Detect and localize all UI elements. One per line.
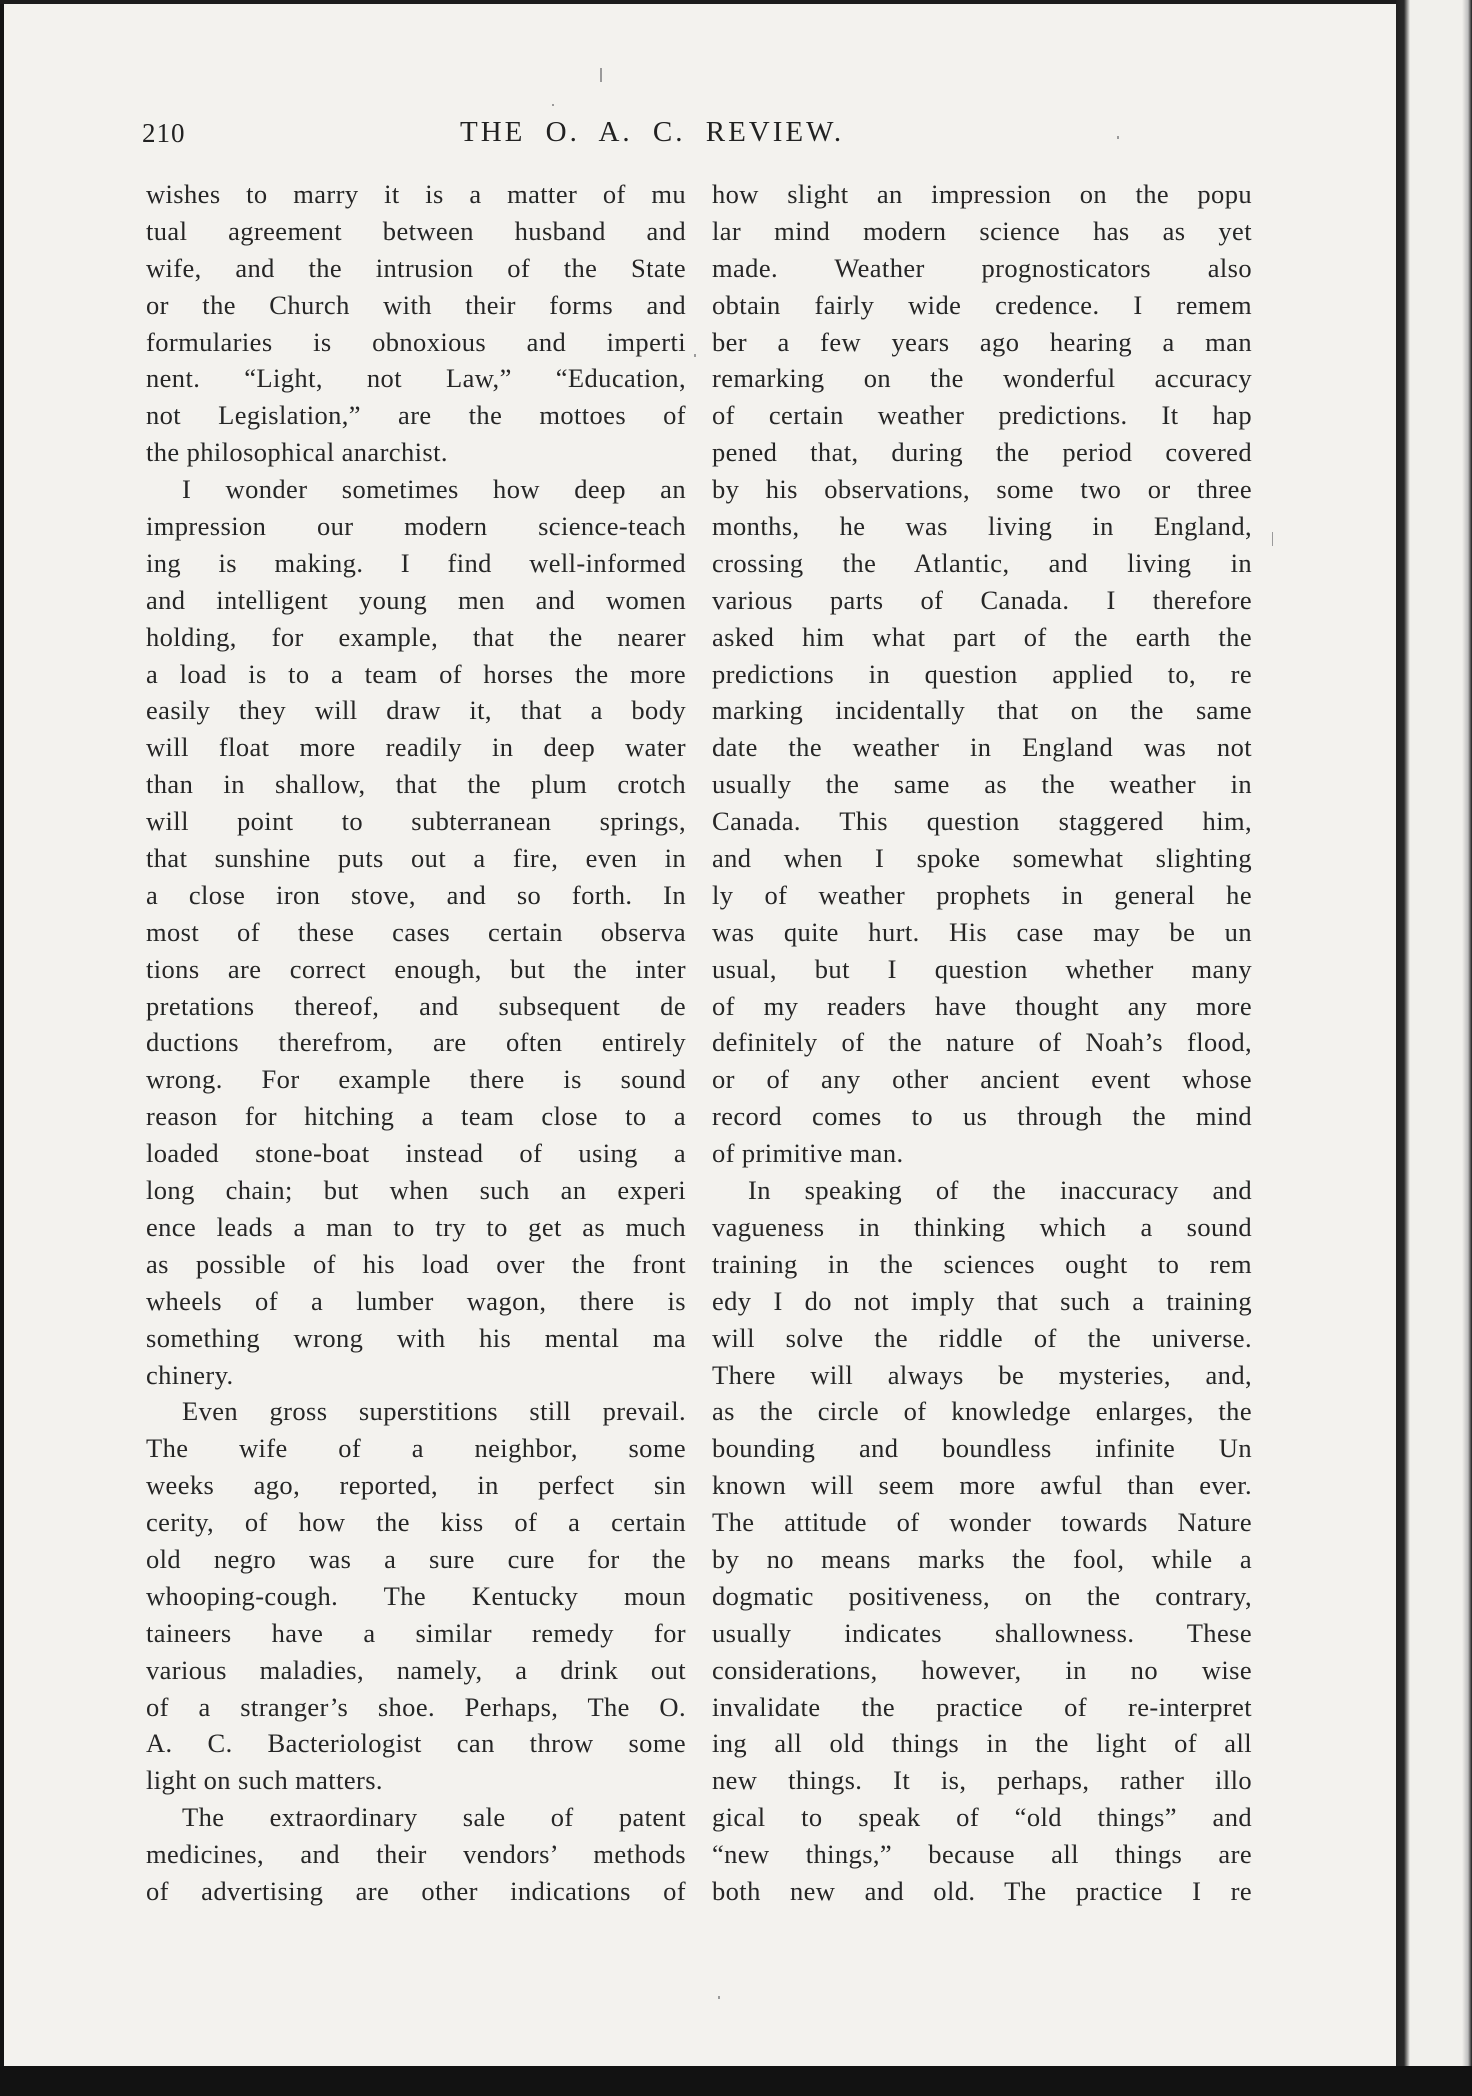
text-line: considerations, however, in no wise bbox=[712, 1654, 1252, 1685]
text-line: usually indicates shallowness. These bbox=[712, 1617, 1252, 1648]
text-line: and intelligent young men and women bbox=[146, 584, 686, 615]
text-line: of advertising are other indications of bbox=[146, 1875, 686, 1906]
text-line: wife, and the intrusion of the State bbox=[146, 252, 686, 283]
text-line: of a stranger’s shoe. Perhaps, The O. bbox=[146, 1691, 686, 1722]
text-line: loaded stone-boat instead of using a bbox=[146, 1138, 686, 1169]
scan-speck bbox=[694, 354, 696, 357]
text-line: something wrong with his mental ma bbox=[146, 1322, 686, 1353]
text-line: a close iron stove, and so forth. In bbox=[146, 879, 686, 910]
text-line: by no means marks the fool, while a bbox=[712, 1543, 1252, 1574]
text-line: A. C. Bacteriologist can throw some bbox=[146, 1728, 686, 1759]
text-line: light on such matters. bbox=[146, 1765, 383, 1796]
text-line: will solve the riddle of the universe. bbox=[712, 1322, 1252, 1353]
text-line: There will always be mysteries, and, bbox=[712, 1359, 1252, 1390]
text-line: date the weather in England was not bbox=[712, 732, 1252, 763]
text-line: or the Church with their forms and bbox=[146, 289, 686, 320]
text-line: known will seem more awful than ever. bbox=[712, 1470, 1252, 1501]
text-line: various maladies, namely, a drink out bbox=[146, 1654, 686, 1685]
text-line: bounding and boundless infinite Un bbox=[712, 1433, 1252, 1464]
scan-speck bbox=[1117, 136, 1119, 139]
text-line: than in shallow, that the plum crotch bbox=[146, 769, 686, 800]
text-line: cerity, of how the kiss of a certain bbox=[146, 1507, 686, 1538]
text-line: predictions in question applied to, re bbox=[712, 658, 1252, 689]
text-line: training in the sciences ought to rem bbox=[712, 1248, 1252, 1279]
text-line: “new things,” because all things are bbox=[712, 1839, 1252, 1870]
text-line: medicines, and their vendors’ methods bbox=[146, 1839, 686, 1870]
scan-speck bbox=[718, 1996, 720, 1999]
text-line: obtain fairly wide credence. I remem bbox=[712, 289, 1252, 320]
text-line: marking incidentally that on the same bbox=[712, 695, 1252, 726]
text-line: edy I do not imply that such a training bbox=[712, 1285, 1252, 1316]
text-line: old negro was a sure cure for the bbox=[146, 1543, 686, 1574]
text-line: Even gross superstitions still prevail. bbox=[182, 1396, 686, 1427]
running-head-title: THE O. A. C. REVIEW. bbox=[460, 116, 845, 148]
page-header bbox=[4, 112, 1396, 152]
text-line: ber a few years ago hearing a man bbox=[712, 326, 1252, 357]
scan-right-edge bbox=[1396, 0, 1472, 2096]
text-line: definitely of the nature of Noah’s flood, bbox=[712, 1027, 1252, 1058]
text-line: pretations thereof, and subsequent de bbox=[146, 990, 686, 1021]
text-line: ing all old things in the light of all bbox=[712, 1728, 1252, 1759]
text-line: remarking on the wonderful accuracy bbox=[712, 363, 1252, 394]
text-line: impression our modern science-teach bbox=[146, 511, 686, 542]
text-line: easily they will draw it, that a body bbox=[146, 695, 686, 726]
text-line: dogmatic positiveness, on the contrary, bbox=[712, 1580, 1252, 1611]
text-line: holding, for example, that the nearer bbox=[146, 621, 686, 652]
text-line: a load is to a team of horses the more bbox=[146, 658, 686, 689]
text-line: lar mind modern science has as yet bbox=[712, 215, 1252, 246]
text-line: will float more readily in deep water bbox=[146, 732, 686, 763]
text-line: Canada. This question staggered him, bbox=[712, 806, 1252, 837]
text-line: taineers have a similar remedy for bbox=[146, 1617, 686, 1648]
text-line: weeks ago, reported, in perfect sin bbox=[146, 1470, 686, 1501]
text-line: crossing the Atlantic, and living in bbox=[712, 547, 1252, 578]
text-line: pened that, during the period covered bbox=[712, 437, 1252, 468]
text-line: how slight an impression on the popu bbox=[712, 179, 1252, 209]
text-line: that sunshine puts out a fire, even in bbox=[146, 843, 686, 874]
text-line: I wonder sometimes how deep an bbox=[182, 474, 686, 505]
text-line: vagueness in thinking which a sound bbox=[712, 1211, 1252, 1242]
text-line: made. Weather prognosticators also bbox=[712, 252, 1252, 283]
text-line: asked him what part of the earth the bbox=[712, 621, 1252, 652]
text-line: formularies is obnoxious and imperti bbox=[146, 326, 686, 357]
text-line: long chain; but when such an experi bbox=[146, 1175, 686, 1206]
scan-speck bbox=[600, 68, 602, 82]
text-line: ence leads a man to try to get as much bbox=[146, 1211, 686, 1242]
text-line: The wife of a neighbor, some bbox=[146, 1433, 686, 1464]
text-line: usually the same as the weather in bbox=[712, 769, 1252, 800]
text-line: or of any other ancient event whose bbox=[712, 1064, 1252, 1095]
text-line: nent. “Light, not Law,” “Education, bbox=[146, 363, 686, 394]
text-line: new things. It is, perhaps, rather illo bbox=[712, 1765, 1252, 1796]
text-line: record comes to us through the mind bbox=[712, 1101, 1252, 1132]
text-line: of primitive man. bbox=[712, 1138, 904, 1169]
text-line: most of these cases certain observa bbox=[146, 916, 686, 947]
text-line: months, he was living in England, bbox=[712, 511, 1252, 542]
text-line: not Legislation,” are the mottoes of bbox=[146, 400, 686, 431]
text-line: the philosophical anarchist. bbox=[146, 437, 448, 468]
text-line: ly of weather prophets in general he bbox=[712, 879, 1252, 910]
text-line: both new and old. The practice I re bbox=[712, 1875, 1252, 1906]
text-line: The extraordinary sale of patent bbox=[182, 1802, 686, 1833]
text-line: wheels of a lumber wagon, there is bbox=[146, 1285, 686, 1316]
text-line: whooping-cough. The Kentucky moun bbox=[146, 1580, 686, 1611]
book-page bbox=[4, 4, 1396, 2066]
text-line: usual, but I question whether many bbox=[712, 953, 1252, 984]
text-line: tions are correct enough, but the inter bbox=[146, 953, 686, 984]
text-line: wishes to marry it is a matter of mu bbox=[146, 179, 686, 209]
text-line: invalidate the practice of re-interpret bbox=[712, 1691, 1252, 1722]
text-line: The attitude of wonder towards Nature bbox=[712, 1507, 1252, 1538]
text-line: ductions therefrom, are often entirely bbox=[146, 1027, 686, 1058]
text-line: as the circle of knowledge enlarges, the bbox=[712, 1396, 1252, 1427]
text-line: by his observations, some two or three bbox=[712, 474, 1252, 505]
text-line: tual agreement between husband and bbox=[146, 215, 686, 246]
text-line: and when I spoke somewhat slighting bbox=[712, 843, 1252, 874]
text-line: of certain weather predictions. It hap bbox=[712, 400, 1252, 431]
scan-bottom-border bbox=[0, 2066, 1472, 2096]
text-line: various parts of Canada. I therefore bbox=[712, 584, 1252, 615]
text-line: was quite hurt. His case may be un bbox=[712, 916, 1252, 947]
text-line: of my readers have thought any more bbox=[712, 990, 1252, 1021]
text-line: gical to speak of “old things” and bbox=[712, 1802, 1252, 1833]
text-line: will point to subterranean springs, bbox=[146, 806, 686, 837]
text-line: reason for hitching a team close to a bbox=[146, 1101, 686, 1132]
text-line: chinery. bbox=[146, 1359, 234, 1390]
scan-speck bbox=[552, 104, 554, 106]
text-line: In speaking of the inaccuracy and bbox=[748, 1175, 1252, 1206]
right-text-column bbox=[712, 176, 1252, 1910]
left-text-column bbox=[146, 176, 686, 1910]
text-line: as possible of his load over the front bbox=[146, 1248, 686, 1279]
scan-speck bbox=[1272, 532, 1273, 546]
text-line: ing is making. I find well-informed bbox=[146, 547, 686, 578]
text-line: wrong. For example there is sound bbox=[146, 1064, 686, 1095]
page-number: 210 bbox=[142, 118, 186, 148]
